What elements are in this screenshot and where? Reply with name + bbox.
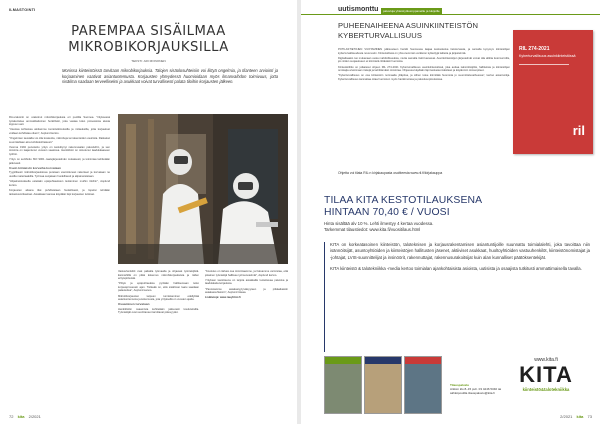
news-body bbox=[338, 48, 510, 168]
subheading: Usein kiinteistö korvaiha korvataan bbox=[9, 165, 61, 170]
page-number: 72 bbox=[9, 414, 14, 419]
article-lead: Monissa kiinteistöissä tarvitaan mikrobikorjauksia. Talojen sisäolosuhteisiin voi liittyä ongelmia, ja tilanteen arviointi ja korjaaminen vaativat asiantuntemusta. Korjausten yhteydessä huomioidaan myös ilmanvaihdon toimivuus, jotta sisäilma saadaan terveelliseksi ja asukkaat voivat turvallisesti palata tiloihin korjausten jälkeen. bbox=[62, 68, 278, 85]
right-page bbox=[301, 0, 600, 424]
paragraph: "Panostamme asiakastyytyväisyyteen ja pitkäaikaisiin asiakassuhteisiin", Asplund toteaa. bbox=[205, 287, 288, 295]
paragraph: RA-urakointi on urakoinut mikrobikorjauksia eri puolilla Suomea. Yrityksessä työskentelee ammattitaitoinen henkilöstö, joka vastaa koko prosessista alusta loppuun asti. bbox=[9, 116, 110, 126]
folio-magazine-name: kita bbox=[576, 414, 584, 419]
ad-line-2: Tarkemmat tilaustiedot: www.kita.fi/vuositilaus.html bbox=[324, 227, 421, 232]
cover-masthead bbox=[325, 357, 361, 364]
kita-tagline: kiinteistö&talotekniikka bbox=[522, 387, 570, 392]
paragraph: Yritys on sertifioitu ISO 9001 -laatujärjestelmän mukaisesti, ja toimintaa kehitetään jatkuvasti. bbox=[9, 158, 110, 165]
article-title bbox=[0, 24, 297, 55]
news-title bbox=[338, 21, 478, 40]
subscription-ad bbox=[324, 195, 592, 416]
right-folio bbox=[560, 414, 592, 419]
kita-brand bbox=[502, 357, 590, 392]
news-title-line2: KYBERTURVALLISUUS bbox=[338, 30, 422, 40]
ad-paragraph-2: KITA kiinteistö & talotekniikka -media kertoo toimialan ajankohtaisista asioista, uutisista ja osaajista tutkitusti ammattimaisella tavalla. bbox=[330, 266, 582, 272]
ad-paragraph-1: KITA on korkeatasoinen kiinteistön, taloteknisen ja korjausrakentamisen asiantuntijoille suunnattu toimialalehti, joka tavoittaa niin isännöitsijät, asuntoyhtiöiden ja kiinteistöjen hallitusten jäsenet, aktiiviset asukkaat, huoltoyhtiöiden vastuuhenkilöt, kiinteistönomistajat ja -johtajat, LVIS-suunnittelijat ja insinöörit, rakennuttajat, rakennusurakoitsijat kuin alan kunnalliset päätöksentekijät. bbox=[330, 242, 590, 260]
book-cover bbox=[513, 30, 593, 154]
paragraph: Mikrobikorjausten tarpeen tunnistaminen edellyttää asiantuntemusta ja kokemusta, jota yrityksellä on vuosien ajalta. bbox=[118, 294, 199, 302]
paragraph: "Ongelmien taustalla voi olla kosteutta, mikrobeja tai rakenteiden vaurioita. Ratkaisut suunnitellaan aina kohdekohtaisesti." bbox=[9, 137, 110, 144]
paragraph: "Kyberturvallisuus on osa kiinteistön normaalia ylläpitoa, ja siihen tulee kiinnittää huomiota jo suunnitteluvaiheessa", kertoo asiantuntija. Kyberturvallisuus kannattaa ottaa huomioon myös hankinnoissa ja palvelusopimuksissa. bbox=[338, 74, 510, 81]
ad-price-info bbox=[324, 221, 592, 233]
byline: TEKSTI: ARI MONONEN bbox=[131, 59, 166, 63]
paragraph: "Koulutus on tärkeä osa toimintaamme, ja haluamme varmistaa, että jokainen työntekijä hallitsee työmenetelmät", Asplund kertoo. bbox=[205, 270, 288, 277]
folio-issue: 2/2021 bbox=[560, 414, 573, 419]
article-photo bbox=[118, 114, 288, 264]
cover-masthead bbox=[365, 357, 401, 364]
article-column-3 bbox=[205, 270, 288, 410]
magazine-cover-1 bbox=[324, 356, 362, 414]
section-sub-label: palveluja yhteistyökumppaneille ja lukijoille bbox=[383, 9, 440, 13]
paragraph: Digitalisaatio tuo mukanaan uusia mahdollisuuksia, mutta samalla riskit kasvavat. Asuinkiinteistöjen järjestelmät voivat olla alttiita tietomurroille, jos niiden suojaukseen ei kiinnitetä riittävästi huomiota. bbox=[338, 56, 510, 64]
magazine-cover-2 bbox=[364, 356, 402, 414]
cover-masthead bbox=[405, 357, 441, 364]
ad-title-line2: HINTAAN 70,40 € / VUOSI bbox=[324, 207, 450, 218]
book-title: Kyberturvallisuus asuinkiinteistössä bbox=[519, 54, 576, 58]
subscription-contact bbox=[450, 383, 510, 395]
left-page bbox=[0, 0, 297, 424]
ad-line-1: Hinta sisältää alv 10 %. Lehti ilmestyy 4 kertaa vuodessa. bbox=[324, 221, 434, 226]
paragraph: Tyypillisesti mikrobikorjauksissa puretaan vaurioituneet rakenteet ja korvataan ne uusilla materiaaleilla. Työmaa suojataan huolellisesti ja alipaineistetaan. bbox=[9, 171, 110, 178]
ad-title-line1: TILAA KITA KESTOTILAUKSENA bbox=[324, 195, 483, 206]
article-title-line2: MIKROBIKORJAUKSILLA bbox=[68, 39, 229, 55]
news-title-line1: PUHEENAIHEENA ASUINKIINTEISTÖN bbox=[338, 21, 479, 30]
workers-photo-illustration bbox=[118, 114, 288, 264]
paragraph: Kiinteistöliitto on julkaissut ohjeen RIL 274-2021 Kyberturvallisuus asuinkiinteistössä, joka auttaa isännöitsijöitä, hallituksia ja kiinteistöjen omistajia arvioimaan riskejä ja kehittämään toimintaa. Ohjeessa käydään läpi keskeiset käsitteet ja käytännön toimenpiteet. bbox=[338, 65, 510, 73]
page-number: 73 bbox=[587, 414, 592, 419]
section-tag: ILMASTOINTI bbox=[9, 8, 36, 12]
book-publisher-logo: ril bbox=[572, 123, 585, 138]
article-title-line1: PAREMPAA SISÄILMAA bbox=[71, 24, 226, 39]
section-header bbox=[301, 6, 600, 15]
left-folio bbox=[9, 414, 41, 419]
subheading: Osaaminen turvataan bbox=[118, 302, 150, 307]
kita-url[interactable]: www.kita.fi bbox=[534, 357, 558, 363]
web-link[interactable]: Lisätietoja: www.rauyhtiot.fi bbox=[205, 296, 241, 300]
paragraph: Yrityksen tavoitteena on tarjota asiakkaille luotettavaa palvelua ja laadukkaita korjauksia. bbox=[205, 278, 288, 286]
magazine-cover-3 bbox=[404, 356, 442, 414]
paragraph: Henkilöstön osaamista kehitetään jatkuvasti koulutuksilla. Työntekijät ovat suorittaneet tarvittavat pätevyydet. bbox=[118, 307, 199, 315]
paragraph: Korjausten aikana tilat puhdistetaan huolellisesti, ja lopuksi tehdään tarkastusmittaukset. Asiakkaan kanssa käydään läpi korjausten tulokset. bbox=[9, 189, 110, 196]
paragraph: Vuonna 1994 perustettu yritys on keskittynyt rakennusalan palveluihin, ja sen toiminta on laajentunut vuosien saatossa. Henkilöstö on sitoutunut laadukkaaseen työhön. bbox=[9, 145, 110, 156]
folio-issue: 2/2021 bbox=[28, 414, 41, 419]
magazine-covers bbox=[324, 356, 446, 416]
paragraph: Vastuuhenkilöt ovat paikalla työmaalla ja ohjaavat työntekijöitä. Esimiehillä on pitkä kokemus mikrobikorjauksista ja niiden erityispiirteistä. bbox=[118, 270, 199, 280]
paragraph: POTILASTIETOJEN VUOTAMINEN julkisuuteen herätti Suomessa laajaa keskustelua tietoturvasta, ja samalla kysymys kiinteistöjen kyberturvallisuudesta nousi esiin. Kiinteistöissä on yhä enemmän verkkoon kytkettyjä laitteita ja järjestelmiä. bbox=[338, 48, 510, 55]
contact-line-2[interactable]: sähköpostilla tilauspalvelu@kita.fi bbox=[450, 391, 495, 395]
paragraph: "Pölyä ja epäpuhtauksia pyritään hallitsemaan koko korjausprosessin ajan. Tärkeää on, että sisäilman laatu saadaan palautettua", Asplund sanoo. bbox=[118, 282, 199, 293]
article-column-2 bbox=[118, 270, 199, 410]
ad-title bbox=[324, 195, 592, 219]
contact-line-1: Arkisin klo 8–15 puh. 03 4246 5340 tai bbox=[450, 387, 502, 391]
ad-description bbox=[324, 242, 590, 352]
folio-magazine-name: kita bbox=[17, 414, 25, 419]
book-code: RIL 274-2021 bbox=[519, 46, 550, 52]
paragraph: "Useissa kohteissa aloitamme kuntotutkimuksilla ja mittauksilla, jotta korjaukset voidaan kohdistaa oikein", Asplund kertoo. bbox=[9, 128, 110, 135]
contact-heading: Tilauspalvelu bbox=[450, 383, 469, 387]
paragraph: "Alipaineistuksella estetään epäpuhtauksien leviäminen muihin tiloihin", Asplund kertoo. bbox=[9, 180, 110, 187]
section-label: uutismonttu bbox=[338, 6, 379, 13]
book-divider bbox=[519, 64, 569, 65]
article-column-1 bbox=[9, 116, 110, 408]
kita-logo: KITA bbox=[519, 362, 573, 387]
purchase-note: Ohjetta voi tilata RIL:n kirjakaupasta osoitteesta www.ril.fi/kirjakauppa bbox=[338, 171, 443, 175]
